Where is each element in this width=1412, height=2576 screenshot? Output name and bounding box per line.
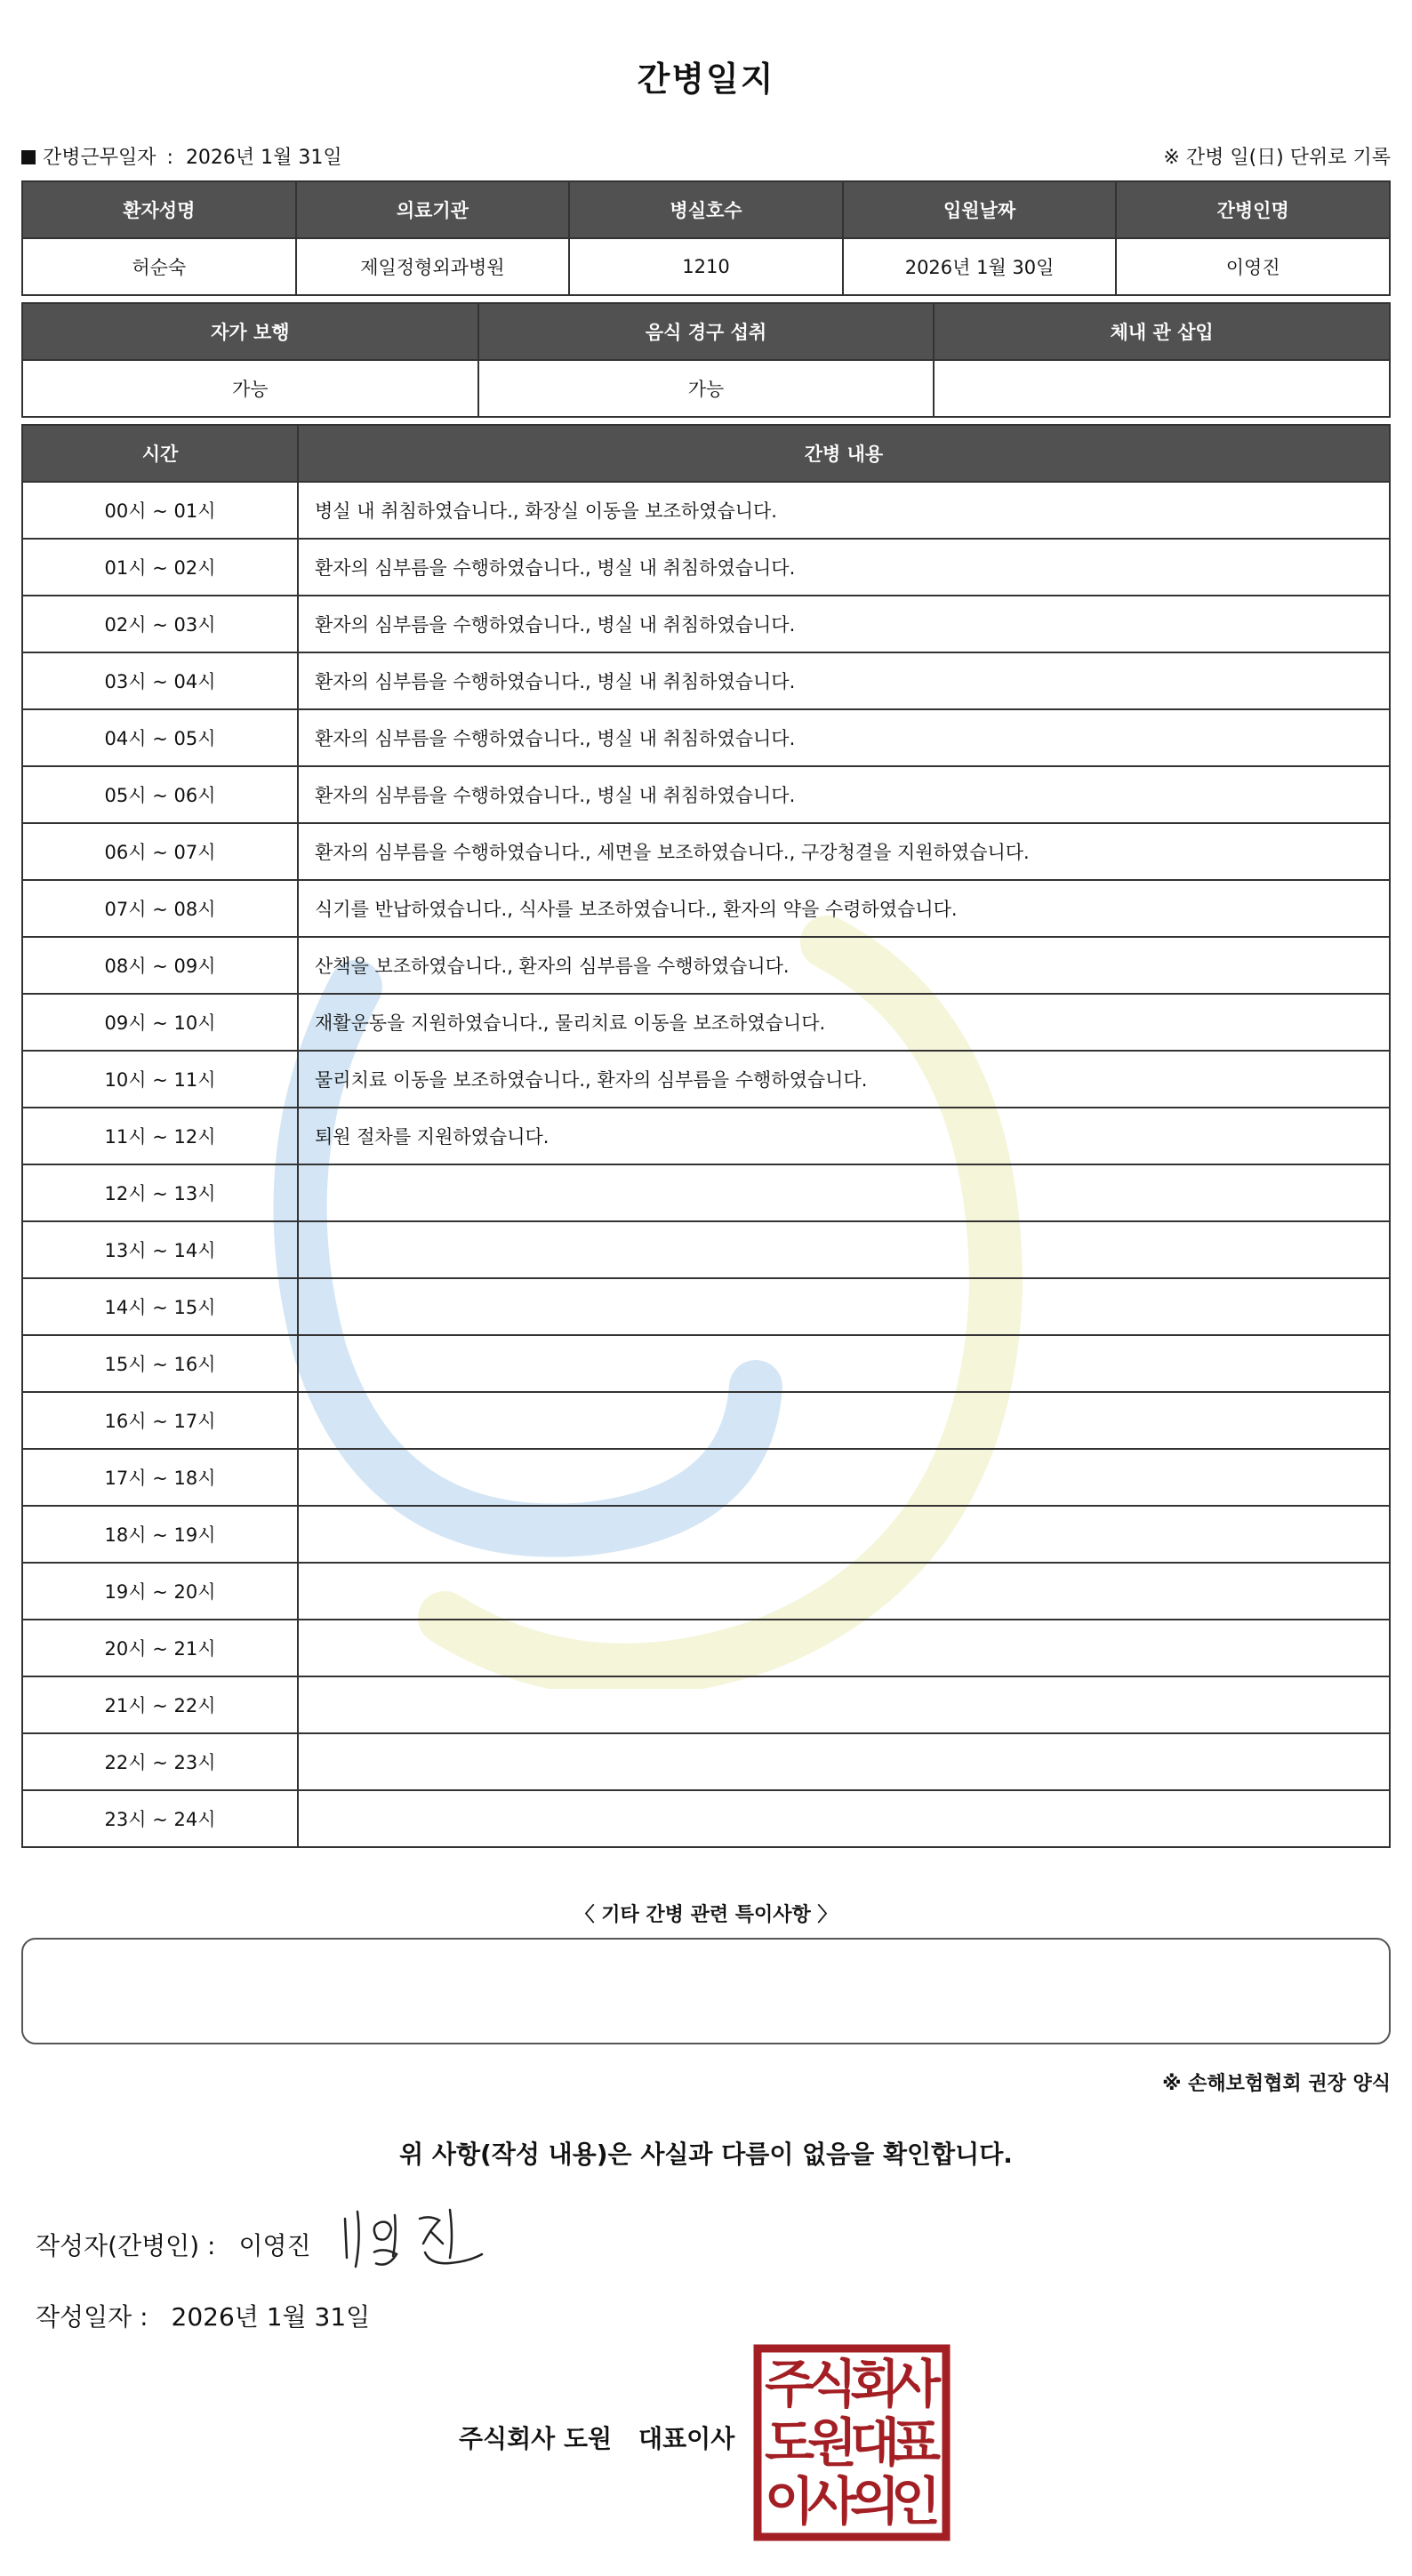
care-log-row [22,823,1390,880]
patient-info-value-row [22,238,1390,295]
recommendation-note: ※ 손해보험협회 권장 양식 [1162,2073,1391,2095]
care-log-content: 환자의 심부름을 수행하였습니다., 병실 내 취침하였습니다. [298,766,1390,823]
care-log-time: 08시 ~ 09시 [22,937,298,994]
care-log-content [298,1164,1390,1221]
care-log-time: 04시 ~ 05시 [22,709,298,766]
care-log-time: 15시 ~ 16시 [22,1335,298,1392]
care-log-time: 22시 ~ 23시 [22,1733,298,1790]
svg-text:의: 의 [849,2471,901,2532]
unit-note: ※ 간병 일(日) 단위로 기록 [1163,147,1391,169]
company-seal-stamp [752,2343,951,2542]
care-log-content: 식기를 반납하였습니다., 식사를 보조하였습니다., 환자의 약을 수령하였습니다. [298,880,1390,937]
admission-date: 2026년 1월 30일 [843,238,1117,295]
care-log-time: 14시 ~ 15시 [22,1278,298,1335]
care-log-content: 물리치료 이동을 보조하였습니다., 환자의 심부름을 수행하였습니다. [298,1051,1390,1108]
care-log-content [298,1221,1390,1278]
care-log-time: 09시 ~ 10시 [22,994,298,1051]
care-log-content: 병실 내 취침하였습니다., 화장실 이동을 보조하였습니다. [298,482,1390,539]
care-log-row [22,482,1390,539]
header-care-content: 간병 내용 [298,425,1390,482]
patient-status-table [21,302,1391,418]
self-walking-value: 가능 [22,360,478,417]
care-log-time: 19시 ~ 20시 [22,1563,298,1620]
svg-text:대: 대 [849,2412,901,2473]
care-log-row [22,1506,1390,1563]
page-title: 간병일지 [637,60,775,99]
writer-name: 이영진 [238,2231,311,2260]
ceo-title: 대표이사 [638,2424,735,2453]
svg-text:이: 이 [764,2471,815,2532]
care-log-row [22,766,1390,823]
care-log-time: 20시 ~ 21시 [22,1620,298,1676]
writer-label: 작성자(간병인) : [36,2231,216,2260]
svg-text:표: 표 [890,2412,942,2473]
care-log-row [22,994,1390,1051]
svg-text:회: 회 [849,2354,901,2414]
care-log-header-row [22,425,1390,482]
care-log-row [22,1278,1390,1335]
care-log-time: 17시 ~ 18시 [22,1449,298,1506]
header-admission-date: 입원날짜 [843,181,1117,238]
care-log-row [22,1051,1390,1108]
handwritten-signature [338,2203,489,2274]
company-signoff [459,2420,734,2455]
svg-text:도: 도 [764,2412,815,2473]
care-log-content [298,1733,1390,1790]
care-log-time: 16시 ~ 17시 [22,1392,298,1449]
care-log-time: 05시 ~ 06시 [22,766,298,823]
care-log-content [298,1278,1390,1335]
care-log-row [22,937,1390,994]
care-log-time: 01시 ~ 02시 [22,539,298,596]
care-log-time: 18시 ~ 19시 [22,1506,298,1563]
care-log-row [22,596,1390,652]
care-log-time: 02시 ~ 03시 [22,596,298,652]
care-log-content: 환자의 심부름을 수행하였습니다., 병실 내 취침하였습니다. [298,539,1390,596]
care-log-time: 12시 ~ 13시 [22,1164,298,1221]
care-log-content [298,1506,1390,1563]
tube-insertion-value [934,360,1390,417]
care-log-content: 환자의 심부름을 수행하였습니다., 세면을 보조하였습니다., 구강청결을 지원하였습니다. [298,823,1390,880]
care-log-content [298,1449,1390,1506]
care-log-row [22,1790,1390,1847]
write-date-value: 2026년 1월 31일 [171,2302,371,2332]
care-log-time: 21시 ~ 22시 [22,1676,298,1733]
header-caregiver-name: 간병인명 [1116,181,1390,238]
care-log-row [22,1335,1390,1392]
care-log-row [22,1108,1390,1164]
care-log-time: 00시 ~ 01시 [22,482,298,539]
care-log-content [298,1392,1390,1449]
care-log-content: 산책을 보조하였습니다., 환자의 심부름을 수행하였습니다. [298,937,1390,994]
care-log-row [22,1620,1390,1676]
patient-name: 허순숙 [22,238,296,295]
care-log-content [298,1620,1390,1676]
care-log-content: 퇴원 절차를 지원하였습니다. [298,1108,1390,1164]
confirmation-statement: 위 사항(작성 내용)은 사실과 다름이 없음을 확인합니다. [399,2140,1013,2169]
care-log-time: 06시 ~ 07시 [22,823,298,880]
care-log-row [22,652,1390,709]
svg-text:주: 주 [764,2354,815,2414]
svg-text:사: 사 [890,2354,942,2414]
care-log-content [298,1790,1390,1847]
care-log-row [22,1733,1390,1790]
patient-status-header-row [22,303,1390,360]
care-log-time: 11시 ~ 12시 [22,1108,298,1164]
work-date-label: 간병근무일자 [43,147,156,169]
square-bullet-icon [21,150,36,164]
writer-line [36,2227,311,2262]
svg-text:사: 사 [806,2471,858,2532]
patient-info-header-row [22,181,1390,238]
care-log-content: 재활운동을 지원하였습니다., 물리치료 이동을 보조하였습니다. [298,994,1390,1051]
header-time: 시간 [22,425,298,482]
patient-info-table [21,180,1391,296]
care-log-content: 환자의 심부름을 수행하였습니다., 병실 내 취침하였습니다. [298,596,1390,652]
work-date [21,142,342,170]
care-log-content [298,1335,1390,1392]
svg-text:인: 인 [890,2471,942,2532]
care-log-row [22,539,1390,596]
room-number: 1210 [569,238,843,295]
caregiver-name: 이영진 [1116,238,1390,295]
notes-title: 〈 기타 간병 관련 특이사항 〉 [574,1904,838,1926]
care-log-content: 환자의 심부름을 수행하였습니다., 병실 내 취침하였습니다. [298,652,1390,709]
care-log-time: 10시 ~ 11시 [22,1051,298,1108]
care-log-content: 환자의 심부름을 수행하였습니다., 병실 내 취침하였습니다. [298,709,1390,766]
care-log-content [298,1676,1390,1733]
care-log-row [22,709,1390,766]
work-date-value: 2026년 1월 31일 [185,147,342,169]
care-log-row [22,1221,1390,1278]
write-date-line [36,2298,370,2333]
care-log-content [298,1563,1390,1620]
patient-status-value-row [22,360,1390,417]
header-tube-insertion: 체내 관 삽입 [934,303,1390,360]
care-log-table [21,424,1391,1848]
notes-field [21,1938,1391,2044]
write-date-label: 작성일자 : [36,2302,148,2332]
oral-intake-value: 가능 [478,360,935,417]
svg-text:식: 식 [806,2354,858,2414]
care-log-row [22,1449,1390,1506]
company-name: 주식회사 도원 [459,2424,613,2453]
header-oral-intake: 음식 경구 섭취 [478,303,935,360]
care-log-row [22,880,1390,937]
care-log-time: 07시 ~ 08시 [22,880,298,937]
care-log-time: 03시 ~ 04시 [22,652,298,709]
hospital-name: 제일정형외과병원 [296,238,570,295]
work-date-separator: : [166,147,173,169]
care-log-row [22,1676,1390,1733]
svg-text:원: 원 [806,2412,858,2473]
care-log-time: 13시 ~ 14시 [22,1221,298,1278]
header-self-walking: 자가 보행 [22,303,478,360]
care-log-row [22,1563,1390,1620]
care-log-time: 23시 ~ 24시 [22,1790,298,1847]
header-patient-name: 환자성명 [22,181,296,238]
header-room-number: 병실호수 [569,181,843,238]
care-log-row [22,1164,1390,1221]
care-log-row [22,1392,1390,1449]
header-hospital: 의료기관 [296,181,570,238]
